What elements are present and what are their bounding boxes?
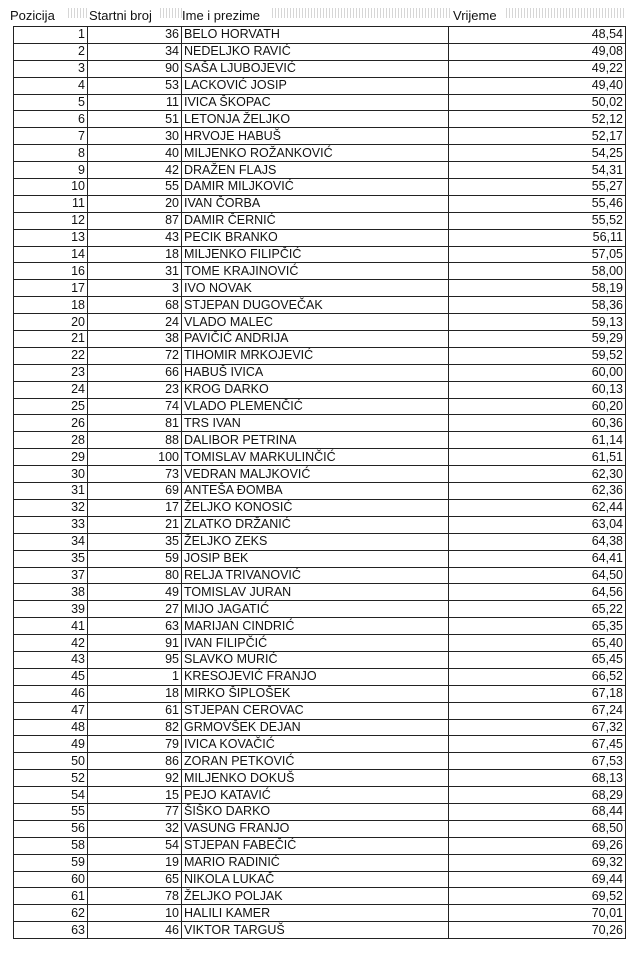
table-row <box>14 229 626 246</box>
table-row <box>14 432 626 449</box>
cell-start-number: 88 <box>88 432 182 449</box>
table-row <box>14 685 626 702</box>
cell-position: 62 <box>14 905 88 922</box>
cell-position: 63 <box>14 922 88 939</box>
cell-position: 5 <box>14 94 88 111</box>
table-row <box>14 43 626 60</box>
cell-name: ŽELJKO KONOSIĆ <box>182 499 449 516</box>
table-row <box>14 280 626 297</box>
cell-name: HRVOJE HABUŠ <box>182 128 449 145</box>
table-row <box>14 736 626 753</box>
table-row <box>14 398 626 415</box>
cell-name: ŠIŠKO DARKO <box>182 803 449 820</box>
table-row <box>14 162 626 179</box>
cell-start-number: 19 <box>88 854 182 871</box>
cell-name: VIKTOR TARGUŠ <box>182 922 449 939</box>
cell-time: 63,04 <box>449 516 626 533</box>
table-row <box>14 179 626 196</box>
cell-name: SLAVKO MURIĆ <box>182 651 449 668</box>
cell-name: TRS IVAN <box>182 415 449 432</box>
cell-start-number: 43 <box>88 229 182 246</box>
cell-time: 69,44 <box>449 871 626 888</box>
cell-name: PAVIČIĆ ANDRIJA <box>182 331 449 348</box>
cell-time: 49,22 <box>449 60 626 77</box>
cell-start-number: 80 <box>88 567 182 584</box>
table-row <box>14 719 626 736</box>
cell-start-number: 31 <box>88 263 182 280</box>
cell-time: 65,40 <box>449 635 626 652</box>
cell-start-number: 27 <box>88 601 182 618</box>
cell-name: TOMISLAV MARKULINČIĆ <box>182 449 449 466</box>
table-row <box>14 297 626 314</box>
table-row <box>14 212 626 229</box>
header-time: Vrijeme <box>453 8 497 23</box>
table-row <box>14 331 626 348</box>
cell-time: 55,52 <box>449 212 626 229</box>
cell-name: DRAŽEN FLAJS <box>182 162 449 179</box>
cell-time: 60,13 <box>449 381 626 398</box>
cell-time: 67,45 <box>449 736 626 753</box>
table-row <box>14 128 626 145</box>
cell-start-number: 35 <box>88 533 182 550</box>
cell-name: GRMOVŠEK DEJAN <box>182 719 449 736</box>
header-name: Ime i prezime <box>182 8 261 23</box>
cell-position: 10 <box>14 179 88 196</box>
cell-position: 38 <box>14 584 88 601</box>
cell-position: 7 <box>14 128 88 145</box>
cell-name: NEDELJKO RAVIĆ <box>182 43 449 60</box>
cell-time: 54,25 <box>449 145 626 162</box>
cell-start-number: 65 <box>88 871 182 888</box>
cell-name: HABUŠ IVICA <box>182 364 449 381</box>
table-row <box>14 770 626 787</box>
cell-start-number: 69 <box>88 483 182 500</box>
cell-start-number: 61 <box>88 702 182 719</box>
table-row <box>14 651 626 668</box>
table-row <box>14 922 626 939</box>
cell-position: 13 <box>14 229 88 246</box>
cell-name: STJEPAN CEROVAC <box>182 702 449 719</box>
cell-position: 54 <box>14 787 88 804</box>
cell-name: LETONJA ŽELJKO <box>182 111 449 128</box>
table-row <box>14 635 626 652</box>
cell-time: 68,50 <box>449 820 626 837</box>
cell-position: 55 <box>14 803 88 820</box>
cell-start-number: 95 <box>88 651 182 668</box>
cell-name: IVAN ČORBA <box>182 195 449 212</box>
cell-position: 46 <box>14 685 88 702</box>
cell-name: LACKOVIĆ JOSIP <box>182 77 449 94</box>
cell-time: 49,40 <box>449 77 626 94</box>
cell-start-number: 40 <box>88 145 182 162</box>
cell-start-number: 86 <box>88 753 182 770</box>
cell-position: 9 <box>14 162 88 179</box>
cell-position: 3 <box>14 60 88 77</box>
cell-position: 39 <box>14 601 88 618</box>
table-row <box>14 567 626 584</box>
cell-position: 56 <box>14 820 88 837</box>
cell-name: MILJENKO ROŽANKOVIĆ <box>182 145 449 162</box>
table-row <box>14 195 626 212</box>
cell-time: 48,54 <box>449 27 626 44</box>
cell-name: VASUNG FRANJO <box>182 820 449 837</box>
table-row <box>14 145 626 162</box>
cell-start-number: 10 <box>88 905 182 922</box>
cell-start-number: 74 <box>88 398 182 415</box>
cell-time: 68,29 <box>449 787 626 804</box>
cell-position: 35 <box>14 550 88 567</box>
cell-name: SAŠA LJUBOJEVIĆ <box>182 60 449 77</box>
results-table <box>13 26 626 939</box>
table-row <box>14 601 626 618</box>
cell-position: 37 <box>14 567 88 584</box>
cell-time: 58,00 <box>449 263 626 280</box>
cell-name: MIJO JAGATIĆ <box>182 601 449 618</box>
table-row <box>14 888 626 905</box>
cell-position: 11 <box>14 195 88 212</box>
table-row <box>14 787 626 804</box>
cell-position: 28 <box>14 432 88 449</box>
cell-start-number: 34 <box>88 43 182 60</box>
table-header <box>0 6 635 26</box>
cell-start-number: 79 <box>88 736 182 753</box>
scan-noise <box>506 8 624 18</box>
header-start-number: Startni broj <box>89 8 152 23</box>
cell-time: 67,32 <box>449 719 626 736</box>
cell-name: IVO NOVAK <box>182 280 449 297</box>
cell-time: 62,44 <box>449 499 626 516</box>
cell-time: 66,52 <box>449 668 626 685</box>
cell-time: 55,27 <box>449 179 626 196</box>
table-row <box>14 668 626 685</box>
cell-time: 60,36 <box>449 415 626 432</box>
cell-start-number: 32 <box>88 820 182 837</box>
cell-start-number: 55 <box>88 179 182 196</box>
cell-name: DAMIR ČERNIĆ <box>182 212 449 229</box>
scan-noise <box>68 8 88 18</box>
cell-name: MARIO RADINIĆ <box>182 854 449 871</box>
cell-position: 45 <box>14 668 88 685</box>
cell-start-number: 20 <box>88 195 182 212</box>
cell-start-number: 72 <box>88 347 182 364</box>
cell-position: 21 <box>14 331 88 348</box>
cell-time: 67,24 <box>449 702 626 719</box>
cell-start-number: 42 <box>88 162 182 179</box>
cell-position: 20 <box>14 314 88 331</box>
cell-position: 2 <box>14 43 88 60</box>
table-row <box>14 753 626 770</box>
cell-name: DALIBOR PETRINA <box>182 432 449 449</box>
table-row <box>14 516 626 533</box>
cell-time: 55,46 <box>449 195 626 212</box>
table-row <box>14 449 626 466</box>
cell-time: 58,19 <box>449 280 626 297</box>
cell-name: MIRKO ŠIPLOŠEK <box>182 685 449 702</box>
cell-time: 59,52 <box>449 347 626 364</box>
table-row <box>14 77 626 94</box>
table-row <box>14 483 626 500</box>
cell-start-number: 63 <box>88 618 182 635</box>
table-row <box>14 466 626 483</box>
cell-name: TOMISLAV JURAN <box>182 584 449 601</box>
cell-start-number: 78 <box>88 888 182 905</box>
cell-position: 12 <box>14 212 88 229</box>
cell-name: ŽELJKO ZEKS <box>182 533 449 550</box>
cell-position: 17 <box>14 280 88 297</box>
cell-name: DAMIR MILJKOVIĆ <box>182 179 449 196</box>
cell-start-number: 82 <box>88 719 182 736</box>
cell-name: JOSIP BEK <box>182 550 449 567</box>
cell-name: MARIJAN CINDRIĆ <box>182 618 449 635</box>
cell-name: KRESOJEVIĆ FRANJO <box>182 668 449 685</box>
cell-start-number: 68 <box>88 297 182 314</box>
cell-position: 18 <box>14 297 88 314</box>
cell-time: 68,44 <box>449 803 626 820</box>
cell-name: VLADO MALEC <box>182 314 449 331</box>
cell-time: 69,26 <box>449 837 626 854</box>
table-row <box>14 618 626 635</box>
table-row <box>14 803 626 820</box>
cell-start-number: 49 <box>88 584 182 601</box>
table-row <box>14 381 626 398</box>
cell-position: 58 <box>14 837 88 854</box>
cell-start-number: 91 <box>88 635 182 652</box>
table-row <box>14 415 626 432</box>
table-row <box>14 60 626 77</box>
cell-time: 68,13 <box>449 770 626 787</box>
cell-start-number: 51 <box>88 111 182 128</box>
cell-time: 59,13 <box>449 314 626 331</box>
cell-time: 57,05 <box>449 246 626 263</box>
table-row <box>14 27 626 44</box>
cell-position: 52 <box>14 770 88 787</box>
cell-start-number: 3 <box>88 280 182 297</box>
cell-start-number: 77 <box>88 803 182 820</box>
cell-time: 70,26 <box>449 922 626 939</box>
cell-start-number: 18 <box>88 685 182 702</box>
cell-position: 1 <box>14 27 88 44</box>
cell-name: STJEPAN FABEČIĆ <box>182 837 449 854</box>
cell-time: 59,29 <box>449 331 626 348</box>
cell-time: 69,32 <box>449 854 626 871</box>
cell-position: 59 <box>14 854 88 871</box>
cell-start-number: 17 <box>88 499 182 516</box>
cell-name: TIHOMIR MRKOJEVIĆ <box>182 347 449 364</box>
cell-start-number: 30 <box>88 128 182 145</box>
cell-name: NIKOLA LUKAČ <box>182 871 449 888</box>
cell-time: 56,11 <box>449 229 626 246</box>
cell-name: ZLATKO DRŽANIĆ <box>182 516 449 533</box>
table-row <box>14 584 626 601</box>
cell-position: 42 <box>14 635 88 652</box>
cell-time: 64,41 <box>449 550 626 567</box>
cell-start-number: 53 <box>88 77 182 94</box>
cell-position: 24 <box>14 381 88 398</box>
cell-name: HALILI KAMER <box>182 905 449 922</box>
cell-start-number: 36 <box>88 27 182 44</box>
cell-time: 64,50 <box>449 567 626 584</box>
cell-time: 60,00 <box>449 364 626 381</box>
cell-position: 26 <box>14 415 88 432</box>
cell-start-number: 100 <box>88 449 182 466</box>
table-row <box>14 364 626 381</box>
table-row <box>14 854 626 871</box>
cell-name: TOME KRAJINOVIĆ <box>182 263 449 280</box>
cell-time: 52,12 <box>449 111 626 128</box>
cell-start-number: 73 <box>88 466 182 483</box>
cell-start-number: 24 <box>88 314 182 331</box>
cell-position: 8 <box>14 145 88 162</box>
cell-start-number: 66 <box>88 364 182 381</box>
cell-position: 60 <box>14 871 88 888</box>
table-row <box>14 499 626 516</box>
cell-name: VEDRAN MALJKOVIĆ <box>182 466 449 483</box>
cell-start-number: 23 <box>88 381 182 398</box>
scan-noise <box>272 8 450 18</box>
table-row <box>14 702 626 719</box>
table-row <box>14 837 626 854</box>
cell-name: ANTEŠA ĐOMBA <box>182 483 449 500</box>
cell-start-number: 59 <box>88 550 182 567</box>
cell-start-number: 92 <box>88 770 182 787</box>
cell-position: 30 <box>14 466 88 483</box>
table-row <box>14 314 626 331</box>
cell-time: 70,01 <box>449 905 626 922</box>
cell-position: 4 <box>14 77 88 94</box>
cell-time: 61,51 <box>449 449 626 466</box>
cell-name: MILJENKO DOKUŠ <box>182 770 449 787</box>
cell-start-number: 18 <box>88 246 182 263</box>
cell-name: IVICA ŠKOPAC <box>182 94 449 111</box>
cell-start-number: 54 <box>88 837 182 854</box>
cell-start-number: 90 <box>88 60 182 77</box>
cell-start-number: 87 <box>88 212 182 229</box>
cell-position: 33 <box>14 516 88 533</box>
cell-position: 32 <box>14 499 88 516</box>
cell-start-number: 11 <box>88 94 182 111</box>
cell-time: 52,17 <box>449 128 626 145</box>
cell-position: 47 <box>14 702 88 719</box>
cell-position: 34 <box>14 533 88 550</box>
table-row <box>14 871 626 888</box>
cell-position: 23 <box>14 364 88 381</box>
cell-position: 43 <box>14 651 88 668</box>
cell-name: ŽELJKO POLJAK <box>182 888 449 905</box>
cell-start-number: 81 <box>88 415 182 432</box>
cell-time: 62,36 <box>449 483 626 500</box>
cell-start-number: 46 <box>88 922 182 939</box>
scan-noise <box>160 8 182 18</box>
cell-name: IVICA KOVAČIĆ <box>182 736 449 753</box>
cell-time: 65,45 <box>449 651 626 668</box>
cell-time: 65,35 <box>449 618 626 635</box>
cell-name: RELJA TRIVANOVIĆ <box>182 567 449 584</box>
cell-position: 49 <box>14 736 88 753</box>
table-row <box>14 820 626 837</box>
cell-time: 64,38 <box>449 533 626 550</box>
cell-name: BELO HORVATH <box>182 27 449 44</box>
cell-name: STJEPAN DUGOVEČAK <box>182 297 449 314</box>
cell-time: 60,20 <box>449 398 626 415</box>
cell-name: PEJO KATAVIĆ <box>182 787 449 804</box>
cell-position: 50 <box>14 753 88 770</box>
table-row <box>14 94 626 111</box>
cell-position: 14 <box>14 246 88 263</box>
cell-position: 6 <box>14 111 88 128</box>
table-row <box>14 550 626 567</box>
cell-name: IVAN FILIPČIĆ <box>182 635 449 652</box>
cell-start-number: 38 <box>88 331 182 348</box>
table-row <box>14 533 626 550</box>
cell-name: ZORAN PETKOVIĆ <box>182 753 449 770</box>
cell-start-number: 21 <box>88 516 182 533</box>
cell-time: 64,56 <box>449 584 626 601</box>
cell-position: 29 <box>14 449 88 466</box>
cell-position: 31 <box>14 483 88 500</box>
cell-time: 54,31 <box>449 162 626 179</box>
cell-start-number: 1 <box>88 668 182 685</box>
cell-position: 41 <box>14 618 88 635</box>
table-row <box>14 263 626 280</box>
table-row <box>14 347 626 364</box>
cell-time: 49,08 <box>449 43 626 60</box>
cell-time: 67,53 <box>449 753 626 770</box>
cell-time: 58,36 <box>449 297 626 314</box>
cell-time: 69,52 <box>449 888 626 905</box>
cell-time: 67,18 <box>449 685 626 702</box>
cell-time: 62,30 <box>449 466 626 483</box>
cell-start-number: 15 <box>88 787 182 804</box>
cell-position: 25 <box>14 398 88 415</box>
cell-position: 22 <box>14 347 88 364</box>
cell-name: MILJENKO FILIPČIĆ <box>182 246 449 263</box>
table-row <box>14 905 626 922</box>
header-position: Pozicija <box>10 8 55 23</box>
cell-time: 61,14 <box>449 432 626 449</box>
cell-name: KROG DARKO <box>182 381 449 398</box>
cell-position: 61 <box>14 888 88 905</box>
table-row <box>14 111 626 128</box>
table-row <box>14 246 626 263</box>
cell-position: 48 <box>14 719 88 736</box>
cell-position: 16 <box>14 263 88 280</box>
cell-name: VLADO PLEMENČIĆ <box>182 398 449 415</box>
cell-time: 50,02 <box>449 94 626 111</box>
cell-name: PECIK BRANKO <box>182 229 449 246</box>
cell-time: 65,22 <box>449 601 626 618</box>
